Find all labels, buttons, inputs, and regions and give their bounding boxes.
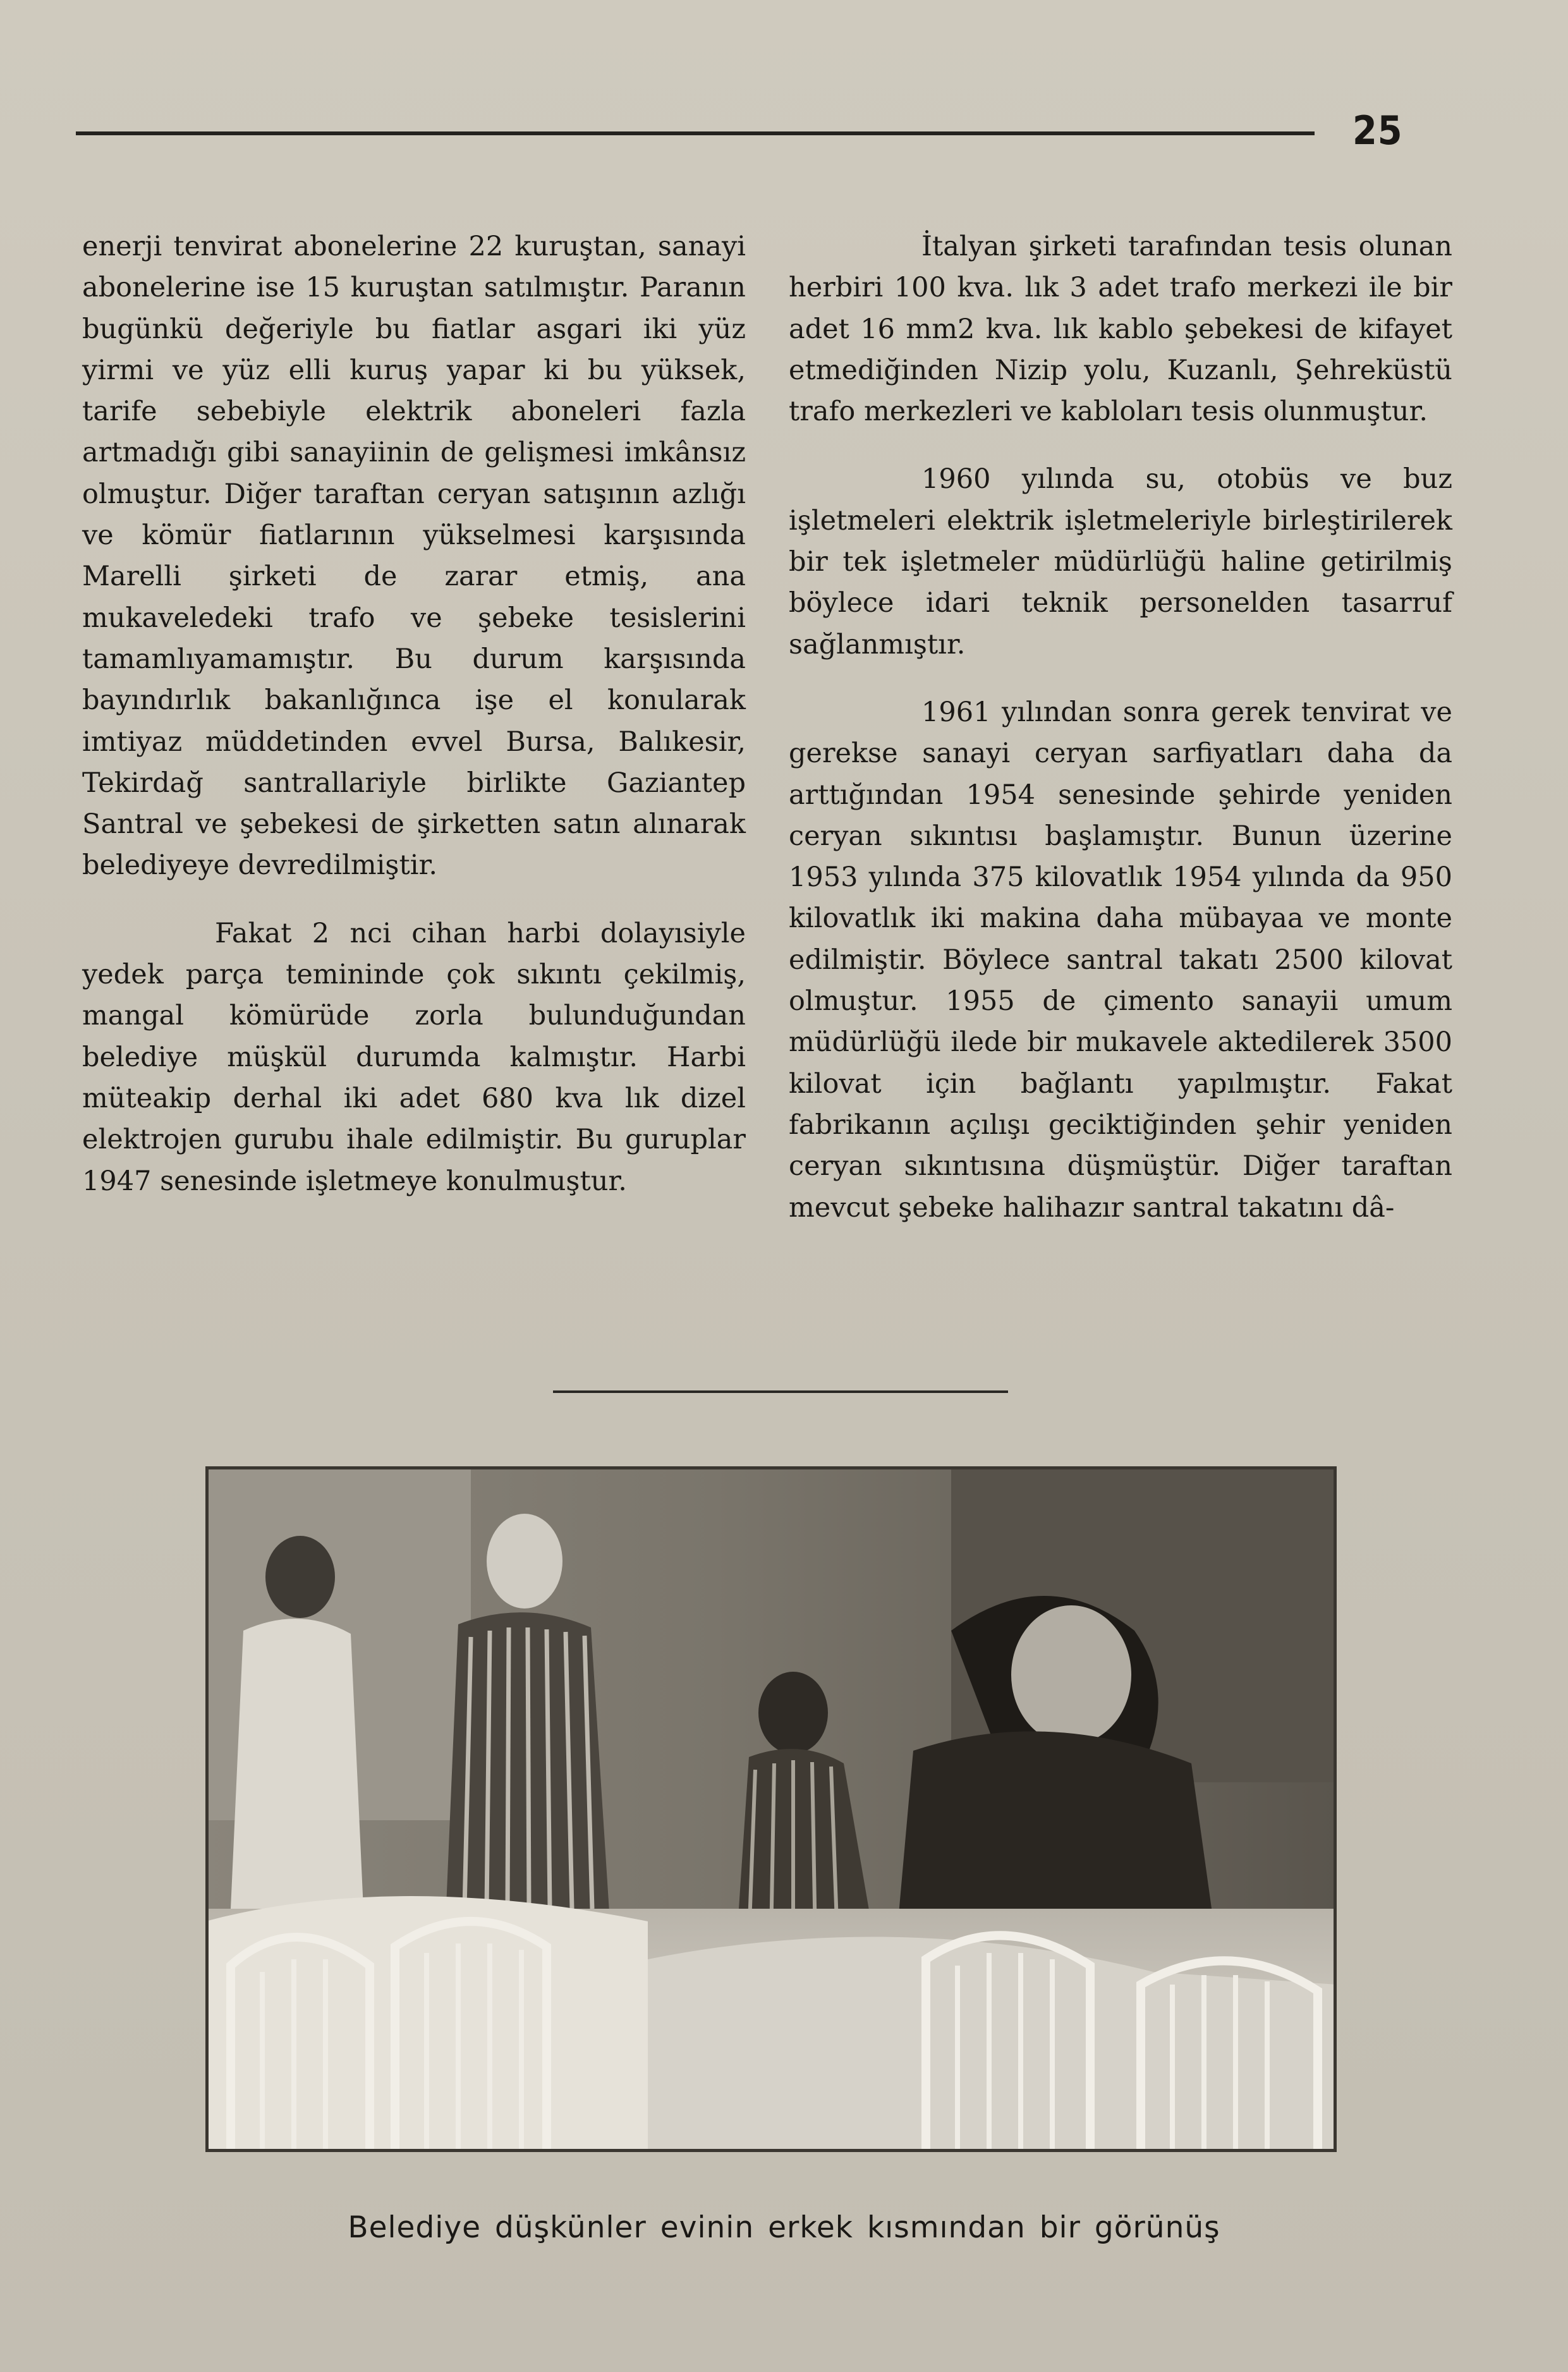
page-number: 25 [1352, 107, 1403, 154]
right-paragraph-3: 1961 yılından sonra gerek tenvirat ve gerekse sanayi ceryan sarfiyatları daha da arttığından 1954 senesinde şehirde yeniden ceryan sıkıntısı başlamıştır. Bunun üzerine 1953 yılında 375 kilovatlık 1954 yılında da 950 kilovatlık iki makina daha mübayaa ve monte edilmiştir. Böylece santral takatı 2500 kilovat olmuştur. 1955 de çimento sanayii umum müdürlüğü ilede bir mukavele aktedilerek 3500 kilovat için bağlantı yapılmıştır. Fakat fabrikanın açılışı geciktiğinden şehir yeniden ceryan sıkıntısına düşmüştür. Diğer taraftan mevcut şebeke halihazır santral takatını dâ- [789, 696, 1452, 1224]
photo-caption: Belediye düşkünler evinin erkek kısmından bir görünüş [348, 2210, 1220, 2245]
right-column [789, 226, 1452, 1255]
left-column [82, 226, 746, 1229]
photograph-illustration [205, 1466, 1337, 2152]
left-paragraph-1: enerji tenvirat abonelerine 22 kuruştan, sanayi abonelerine ise 15 kuruştan satılmıştır. Paranın bugünkü değeriyle bu fiatlar asgari iki yüz yirmi ve yüz elli kuruş yapar ki bu yüksek, tarife sebebiyle elektrik aboneleri fazla artmadığı gibi sanayiinin de gelişmesi imkânsız olmuştur. Diğer taraftan ceryan satışının azlığı ve kömür fiatlarının yükselmesi karşısında Marelli şirketi de zarar etmiş, ana mukaveledeki trafo ve şebeke tesislerini tamamlıyamamıştır. Bu durum karşısında bayındırlık bakanlığınca işe el konularak imtiyaz müddetinden evvel Bursa, Balıkesir, Tekirdağ santrallariyle birlikte Gaziantep Santral ve şebekesi de şirketten satın alınarak belediyeye devredilmiştir. [82, 231, 746, 882]
right-paragraph-2: 1960 yılında su, otobüs ve buz işletmeleri elektrik işletmeleriyle birleştirilerek bir tek işletmeler müdürlüğü haline getirilmiş böylece idari teknik personelden tasarruf sağlanmıştır. [789, 463, 1452, 660]
header-rule [76, 131, 1315, 135]
right-paragraph-1: İtalyan şirketi tarafından tesis olunan herbiri 100 kva. lık 3 adet trafo merkezi ile bir adet 16 mm2 kva. lık kablo şebekesi de kifayet etmediğinden Nizip yolu, Kuzanlı, Şehreküstü trafo merkezleri ve kabloları tesis olunmuştur. [789, 231, 1452, 428]
left-paragraph-2: Fakat 2 nci cihan harbi dolayısiyle yedek parça temininde çok sıkıntı çekilmiş, mangal kömürüde zorla bulunduğundan belediye müşkül durumda kalmıştır. Harbi müteakip derhal iki adet 680 kva lık dizel elektrojen gurubu ihale edilmiştir. Bu guruplar 1947 senesinde işletmeye konulmuştur. [82, 917, 746, 1197]
section-divider [553, 1390, 1008, 1393]
ward-photograph [205, 1466, 1337, 2152]
